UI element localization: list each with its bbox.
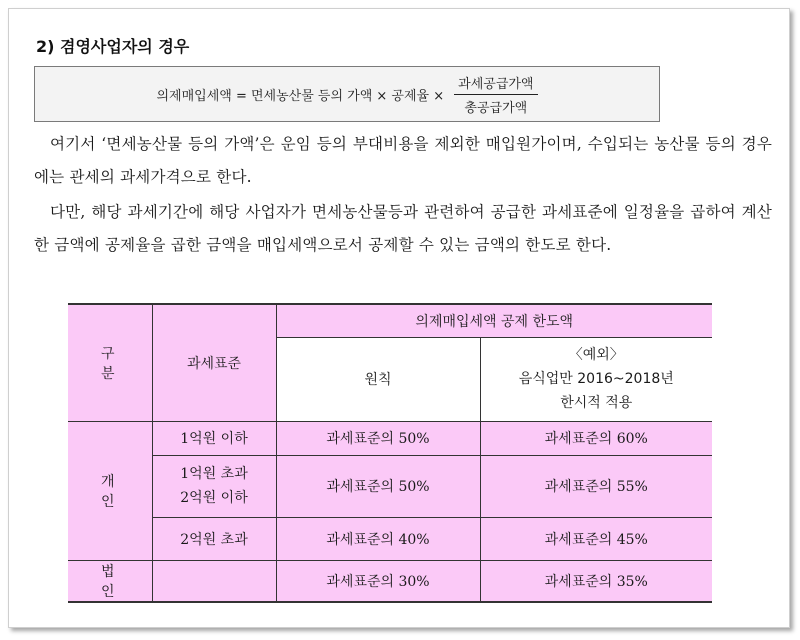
header-tax-base: 과세표준 xyxy=(152,304,276,421)
header-deduction-limit: 의제매입세액 공제 한도액 xyxy=(276,304,712,337)
table-cell-principle: 과세표준의 50% xyxy=(276,421,480,455)
table-cell-exception: 과세표준의 55% xyxy=(480,455,712,517)
table-cell-tax-base: 1억원 이하 xyxy=(152,421,276,455)
table-cell-tax-base xyxy=(152,560,276,602)
table-cell-principle: 과세표준의 30% xyxy=(276,560,480,602)
section-heading: 2) 겸영사업자의 경우 xyxy=(36,37,190,56)
row-label-individual: 개 인 xyxy=(68,421,152,560)
header-category: 구 분 xyxy=(68,304,152,421)
row-label-corporate: 법 인 xyxy=(68,560,152,602)
table-cell-principle: 과세표준의 50% xyxy=(276,455,480,517)
paragraph-limit: 다만, 해당 과세기간에 해당 사업자가 면세농산물등과 관련하여 공급한 과세표준에 일정율을 곱하여 계산한 금액에 공제율을 곱한 금액을 매입세액으로서 공제할 수 있는 금액의 한도로 한다. xyxy=(34,203,772,254)
exception-line: 한시적 적용 xyxy=(560,395,633,411)
table-cell-principle: 과세표준의 40% xyxy=(276,517,480,560)
table-cell-exception: 과세표준의 45% xyxy=(480,517,712,560)
table-cell-exception: 과세표준의 35% xyxy=(480,560,712,602)
table-cell-tax-base xyxy=(152,455,276,517)
exception-line: 〈예외〉 xyxy=(568,347,624,363)
formula-fraction xyxy=(454,73,537,116)
fraction-numerator: 과세공급가액 xyxy=(454,73,537,95)
tax-base-line: 1억원 초과 xyxy=(180,466,248,482)
fraction-denominator: 총공급가액 xyxy=(464,100,528,116)
tax-base-line: 2억원 이하 xyxy=(180,490,248,506)
formula-box xyxy=(34,66,660,122)
deduction-limit-table xyxy=(68,303,712,603)
header-exception xyxy=(480,337,712,421)
exception-line: 음식업만 2016~2018년 xyxy=(518,371,674,387)
paragraph-definition: 여기서 ‘면세농산물 등의 가액’은 운임 등의 부대비용을 제외한 매입원가이며, 수입되는 농산물 등의 경우에는 관세의 과세가격으로 한다. xyxy=(34,135,772,186)
header-principle: 원칙 xyxy=(276,337,480,421)
table-cell-exception: 과세표준의 60% xyxy=(480,421,712,455)
formula-expression: 의제매입세액 = 면세농산물 등의 가액 × 공제율 × xyxy=(156,88,445,104)
table-cell-tax-base: 2억원 초과 xyxy=(152,517,276,560)
